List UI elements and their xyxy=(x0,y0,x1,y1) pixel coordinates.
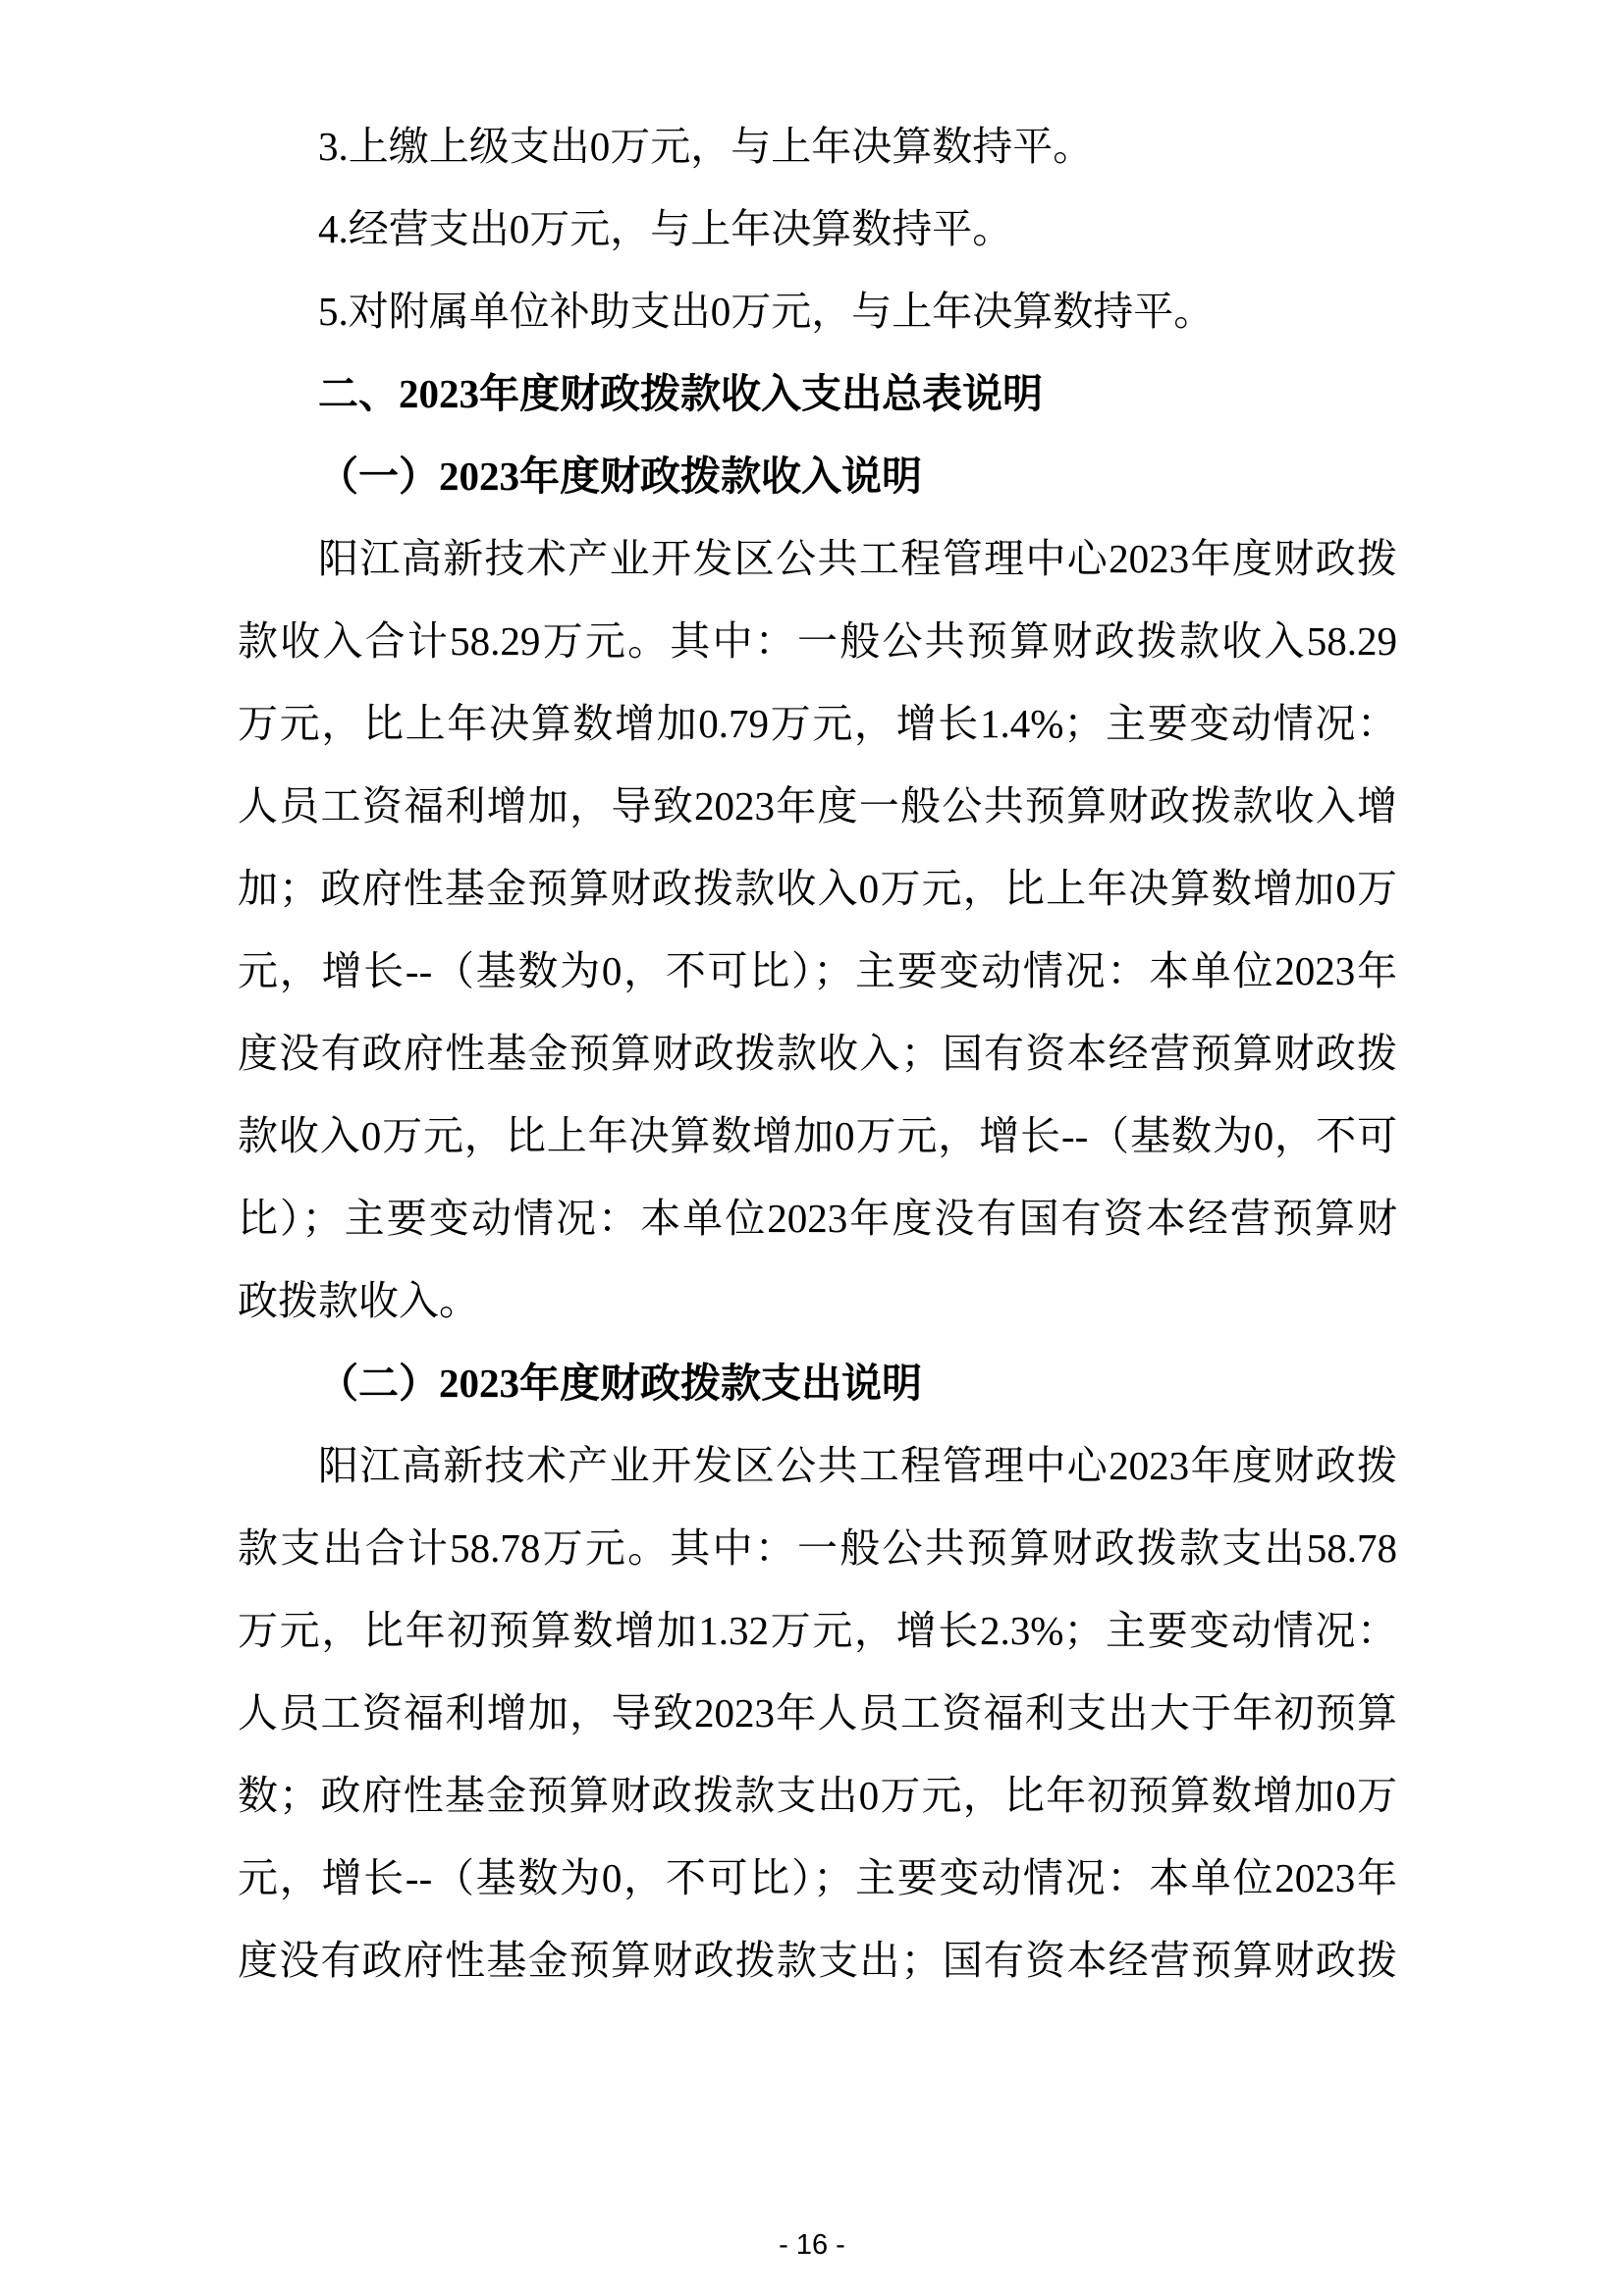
list-item-4: 4.经营支出0万元，与上年决算数持平。 xyxy=(318,206,1013,251)
paragraph-line: 度没有政府性基金预算财政拨款收入；国有资本经营预算财政拨 xyxy=(238,1031,1397,1076)
subsection-heading-income: （一）2023年度财政拨款收入说明 xyxy=(318,454,922,499)
paragraph-line: 加；政府性基金预算财政拨款收入0万元，比上年决算数增加0万 xyxy=(238,866,1397,911)
paragraph-line: 款收入合计58.29万元。其中：一般公共预算财政拨款收入58.29 xyxy=(238,618,1397,664)
paragraph-line: 阳江高新技术产业开发区公共工程管理中心2023年度财政拨 xyxy=(318,536,1397,581)
document-body xyxy=(238,105,1397,2002)
paragraph-line: 阳江高新技术产业开发区公共工程管理中心2023年度财政拨 xyxy=(318,1443,1397,1488)
paragraph-line: 元，增长--（基数为0，不可比）；主要变动情况：本单位2023年 xyxy=(238,1855,1397,1900)
section-heading: 二、2023年度财政拨款收入支出总表说明 xyxy=(318,371,1043,416)
paragraph-line: 万元，比年初预算数增加1.32万元，增长2.3%；主要变动情况： xyxy=(238,1608,1397,1653)
paragraph-line: 款收入0万元，比上年决算数增加0万元，增长--（基数为0，不可 xyxy=(238,1113,1397,1158)
paragraph-line: 人员工资福利增加，导致2023年人员工资福利支出大于年初预算 xyxy=(238,1690,1397,1735)
paragraph-line: 政拨款收入。 xyxy=(238,1278,479,1323)
paragraph-line: 度没有政府性基金预算财政拨款支出；国有资本经营预算财政拨 xyxy=(238,1938,1397,1983)
page-number: - 16 - xyxy=(779,2229,845,2261)
paragraph-line: 万元，比上年决算数增加0.79万元，增长1.4%；主要变动情况： xyxy=(238,701,1397,746)
paragraph-line: 比）；主要变动情况：本单位2023年度没有国有资本经营预算财 xyxy=(238,1196,1397,1241)
paragraph-line: 人员工资福利增加，导致2023年度一般公共预算财政拨款收入增 xyxy=(238,783,1397,828)
paragraph-line: 元，增长--（基数为0，不可比）；主要变动情况：本单位2023年 xyxy=(238,948,1397,993)
list-item-3: 3.上缴上级支出0万元，与上年决算数持平。 xyxy=(318,124,1094,169)
list-item-5: 5.对附属单位补助支出0万元，与上年决算数持平。 xyxy=(318,289,1215,334)
paragraph-line: 数；政府性基金预算财政拨款支出0万元，比年初预算数增加0万 xyxy=(238,1773,1397,1818)
paragraph-line: 款支出合计58.78万元。其中：一般公共预算财政拨款支出58.78 xyxy=(238,1525,1397,1571)
subsection-heading-expenditure: （二）2023年度财政拨款支出说明 xyxy=(318,1361,922,1406)
